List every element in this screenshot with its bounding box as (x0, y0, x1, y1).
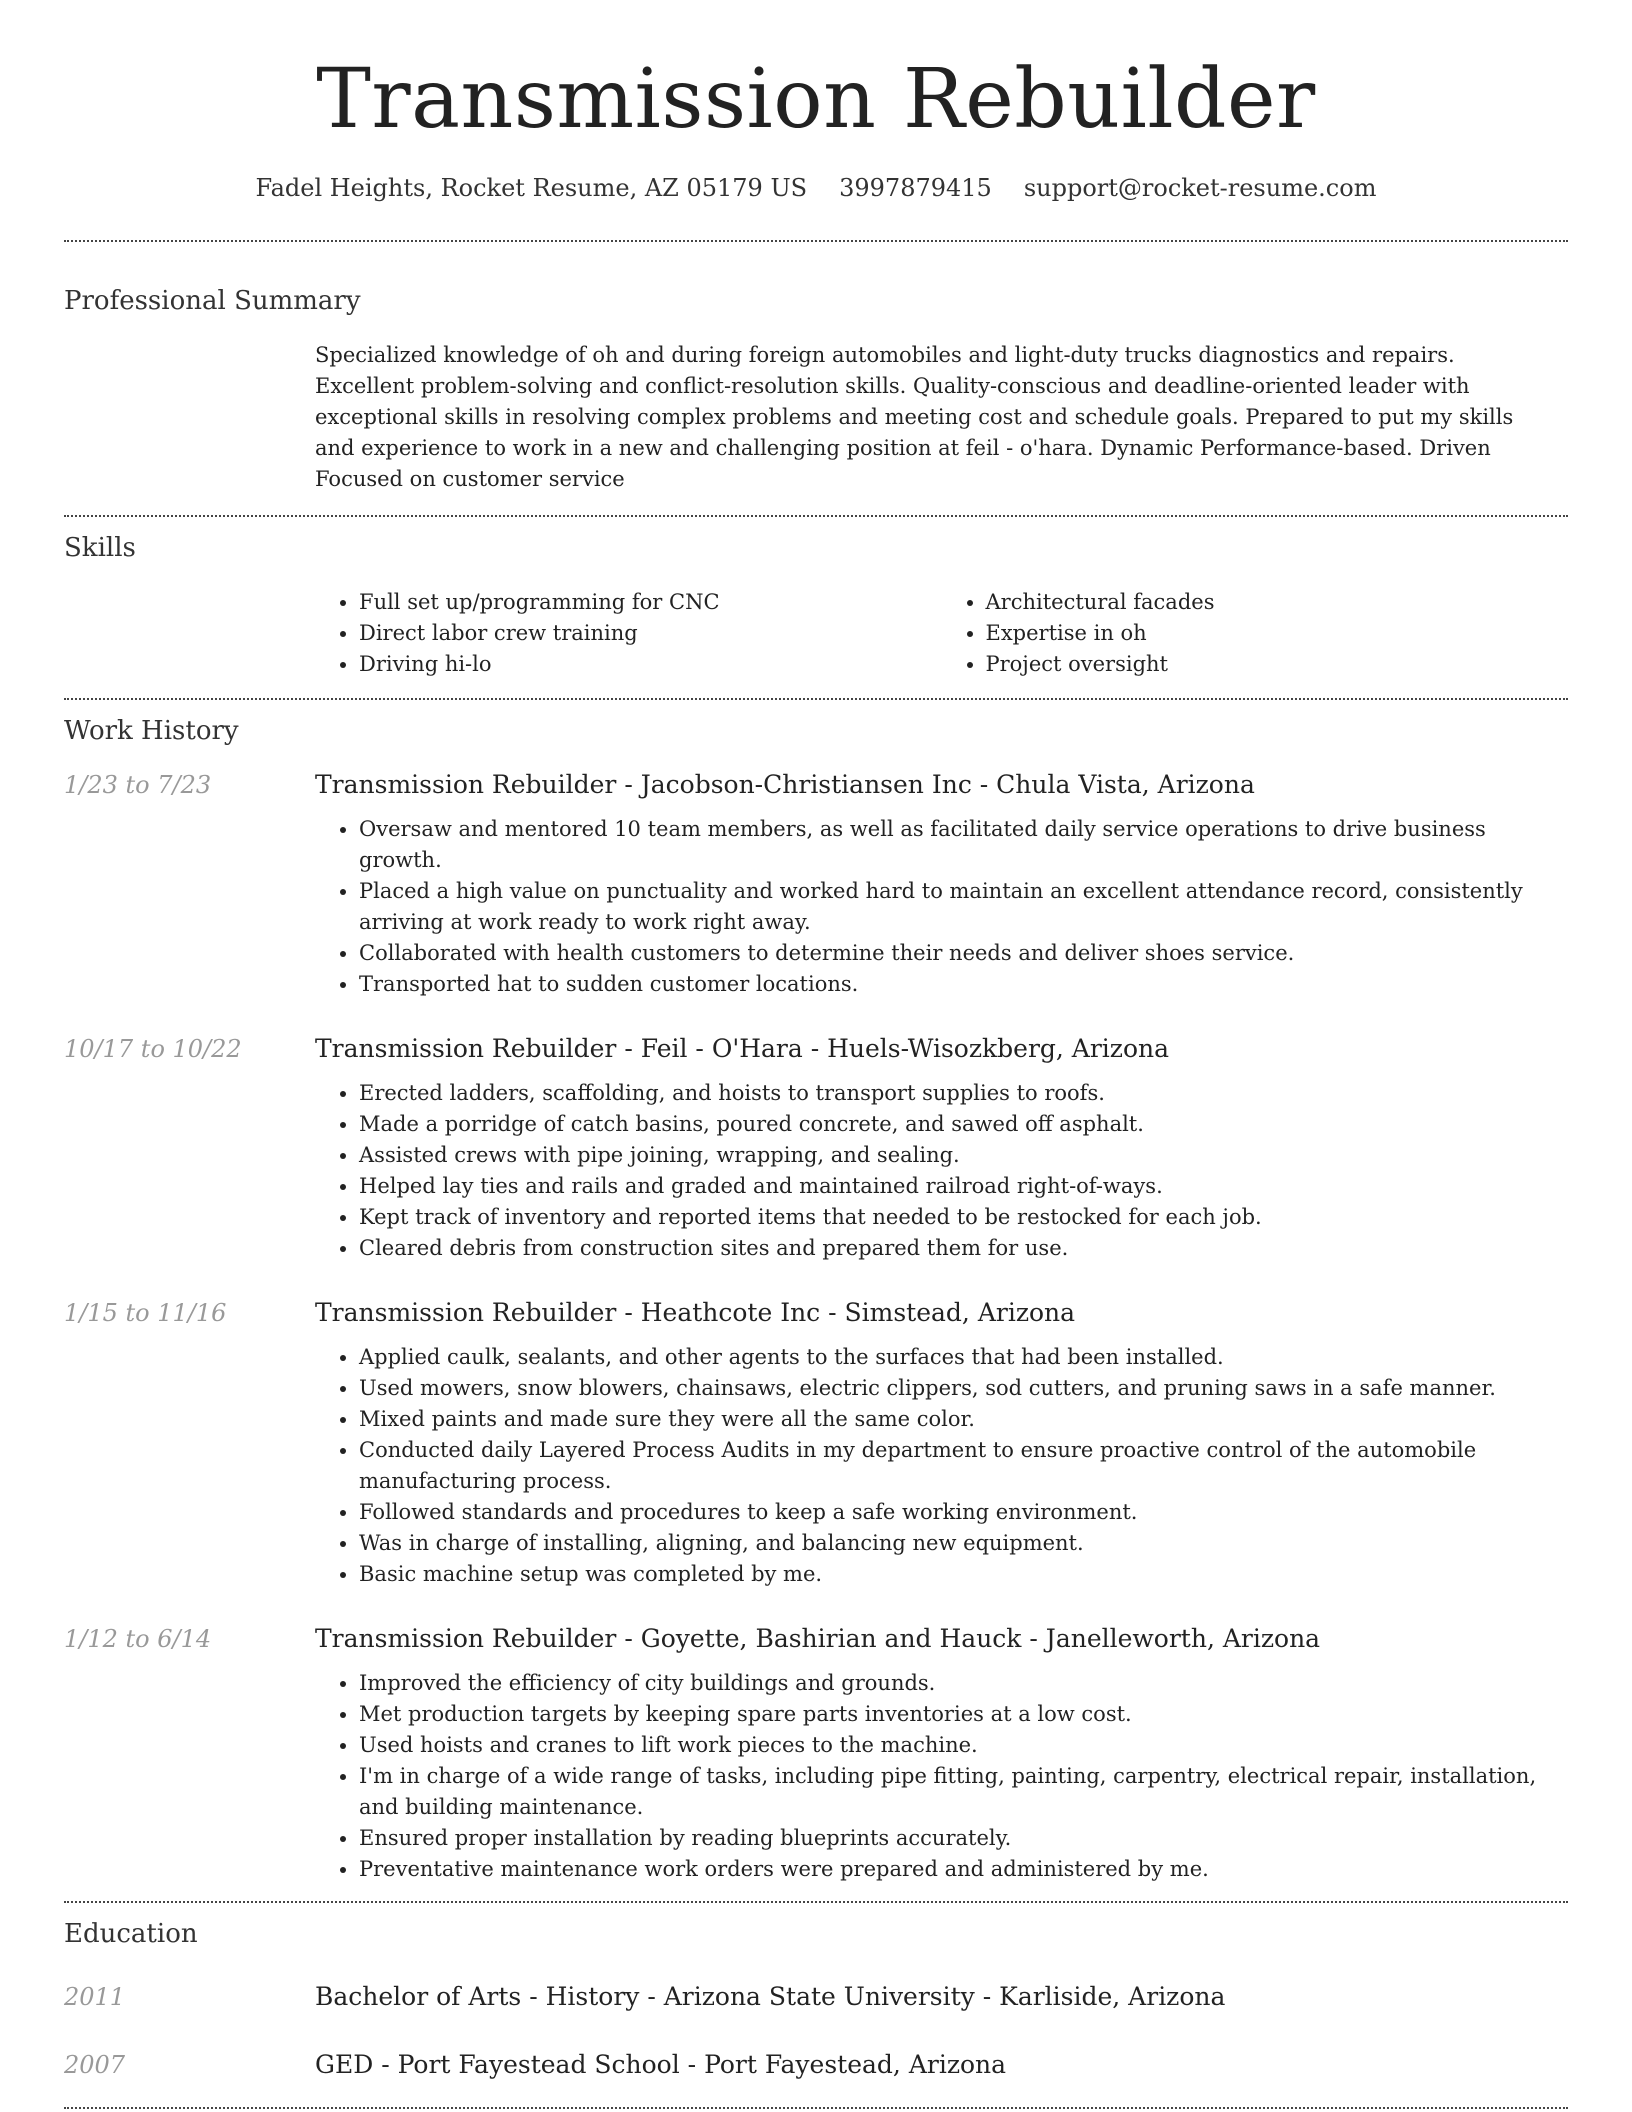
job-bullet: • Basic machine setup was completed by me. (359, 1559, 1550, 1590)
job-entry (64, 768, 1568, 1000)
skills-grid (315, 587, 1568, 680)
job-bullet: • Made a porridge of catch basins, poured concrete, and sawed off asphalt. (359, 1109, 1550, 1140)
education-text: GED - Port Fayestead School - Port Fayestead, Arizona (315, 2050, 1007, 2079)
job-dates: 1/23 to 7/23 (64, 771, 212, 799)
summary-section (64, 242, 1568, 515)
job-bullet: • I'm in charge of a wide range of tasks, including pipe fitting, painting, carpentry, electrical repair, installation, and building maintenance. (359, 1761, 1550, 1823)
job-bullets (315, 1078, 1550, 1264)
job-entry (64, 1296, 1568, 1590)
summary-heading: Professional Summary (64, 286, 361, 316)
education-year: 2007 (64, 2051, 126, 2079)
job-bullet: • Was in charge of installing, aligning, and balancing new equipment. (359, 1528, 1550, 1559)
job-bullets (315, 1342, 1550, 1590)
education-text: Bachelor of Arts - History - Arizona State University - Karliside, Arizona (315, 1982, 1226, 2011)
job-bullet: • Kept track of inventory and reported items that needed to be restocked for each job. (359, 1202, 1550, 1233)
work-history-section (64, 700, 1568, 1901)
job-bullet: • Erected ladders, scaffolding, and hoists to transport supplies to roofs. (359, 1078, 1550, 1109)
job-bullet: • Placed a high value on punctuality and worked hard to maintain an excellent attendance record, consistently arriving at work ready to work right away. (359, 876, 1550, 938)
job-dates: 1/15 to 11/16 (64, 1299, 227, 1327)
skill-item: • Project oversight (986, 649, 1569, 680)
job-dates: 10/17 to 10/22 (64, 1035, 242, 1063)
job-bullet: • Improved the efficiency of city buildings and grounds. (359, 1668, 1550, 1699)
skill-item: • Driving hi-lo (359, 649, 942, 680)
skills-heading: Skills (64, 533, 136, 563)
job-bullet: • Helped lay ties and rails and graded and maintained railroad right-of-ways. (359, 1171, 1550, 1202)
job-bullet: • Used hoists and cranes to lift work pieces to the machine. (359, 1730, 1550, 1761)
skills-section (64, 517, 1568, 698)
job-title: Transmission Rebuilder - Feil - O'Hara - Huels-Wisozkberg, Arizona (315, 1034, 1170, 1063)
job-bullet: • Used mowers, snow blowers, chainsaws, electric clippers, sod cutters, and pruning saws in a safe manner. (359, 1373, 1550, 1404)
skill-item: • Full set up/programming for CNC (359, 587, 942, 618)
work-history-heading: Work History (64, 716, 239, 746)
skill-item: • Expertise in oh (986, 618, 1569, 649)
education-year: 2011 (64, 1983, 126, 2011)
job-dates: 1/12 to 6/14 (64, 1625, 212, 1653)
job-bullet: • Met production targets by keeping spare parts inventories at a low cost. (359, 1699, 1550, 1730)
job-bullet: • Mixed paints and made sure they were all the same color. (359, 1404, 1550, 1435)
job-bullet: • Transported hat to sudden customer locations. (359, 969, 1550, 1000)
contact-email: support@rocket-resume.com (1023, 174, 1377, 202)
job-entry (64, 1622, 1568, 1885)
skill-item: • Direct labor crew training (359, 618, 942, 649)
contact-line (64, 174, 1568, 202)
education-heading: Education (64, 1919, 198, 1949)
job-entry (64, 1032, 1568, 1264)
job-bullets (315, 1668, 1550, 1885)
education-section (64, 1903, 1568, 2107)
resume-name: Transmission Rebuilder (316, 52, 1316, 147)
job-title: Transmission Rebuilder - Jacobson-Christiansen Inc - Chula Vista, Arizona (315, 770, 1255, 799)
summary-text: Specialized knowledge of oh and during foreign automobiles and light-duty trucks diagnostics and repairs. Excellent problem-solving and conflict-resolution skills. Quality-conscious and deadline-oriented leader with exceptional skills in resolving complex problems and meeting cost and schedule goals. Prepared to put my skills and experience to work in a new and challenging position at feil - o'hara. Dynamic Performance-based. Driven Focused on customer service (315, 343, 1514, 491)
job-bullet: • Followed standards and procedures to keep a safe working environment. (359, 1497, 1550, 1528)
job-bullet: • Preventative maintenance work orders were prepared and administered by me. (359, 1854, 1550, 1885)
divider (64, 2107, 1568, 2109)
skill-item: • Architectural facades (986, 587, 1569, 618)
job-bullet: • Assisted crews with pipe joining, wrapping, and sealing. (359, 1140, 1550, 1171)
job-bullet: • Oversaw and mentored 10 team members, as well as facilitated daily service operations to drive business growth. (359, 814, 1550, 876)
job-bullet: • Ensured proper installation by reading blueprints accurately. (359, 1823, 1550, 1854)
skills-list-right (942, 587, 1569, 680)
job-title: Transmission Rebuilder - Goyette, Bashirian and Hauck - Janelleworth, Arizona (315, 1624, 1321, 1653)
education-entry (64, 2047, 1568, 2083)
contact-address: Fadel Heights, Rocket Resume, AZ 05179 US (255, 174, 808, 202)
skills-list-left (315, 587, 942, 680)
job-bullet: • Collaborated with health customers to determine their needs and deliver shoes service. (359, 938, 1550, 969)
job-bullet: • Cleared debris from construction sites and prepared them for use. (359, 1233, 1550, 1264)
job-bullets (315, 814, 1550, 1000)
job-bullet: • Conducted daily Layered Process Audits in my department to ensure proactive control of the automobile manufacturing process. (359, 1435, 1550, 1497)
contact-phone: 3997879415 (839, 174, 992, 202)
job-bullet: • Applied caulk, sealants, and other agents to the surfaces that had been installed. (359, 1342, 1550, 1373)
job-title: Transmission Rebuilder - Heathcote Inc - Simstead, Arizona (315, 1298, 1076, 1327)
education-entry (64, 1979, 1568, 2015)
